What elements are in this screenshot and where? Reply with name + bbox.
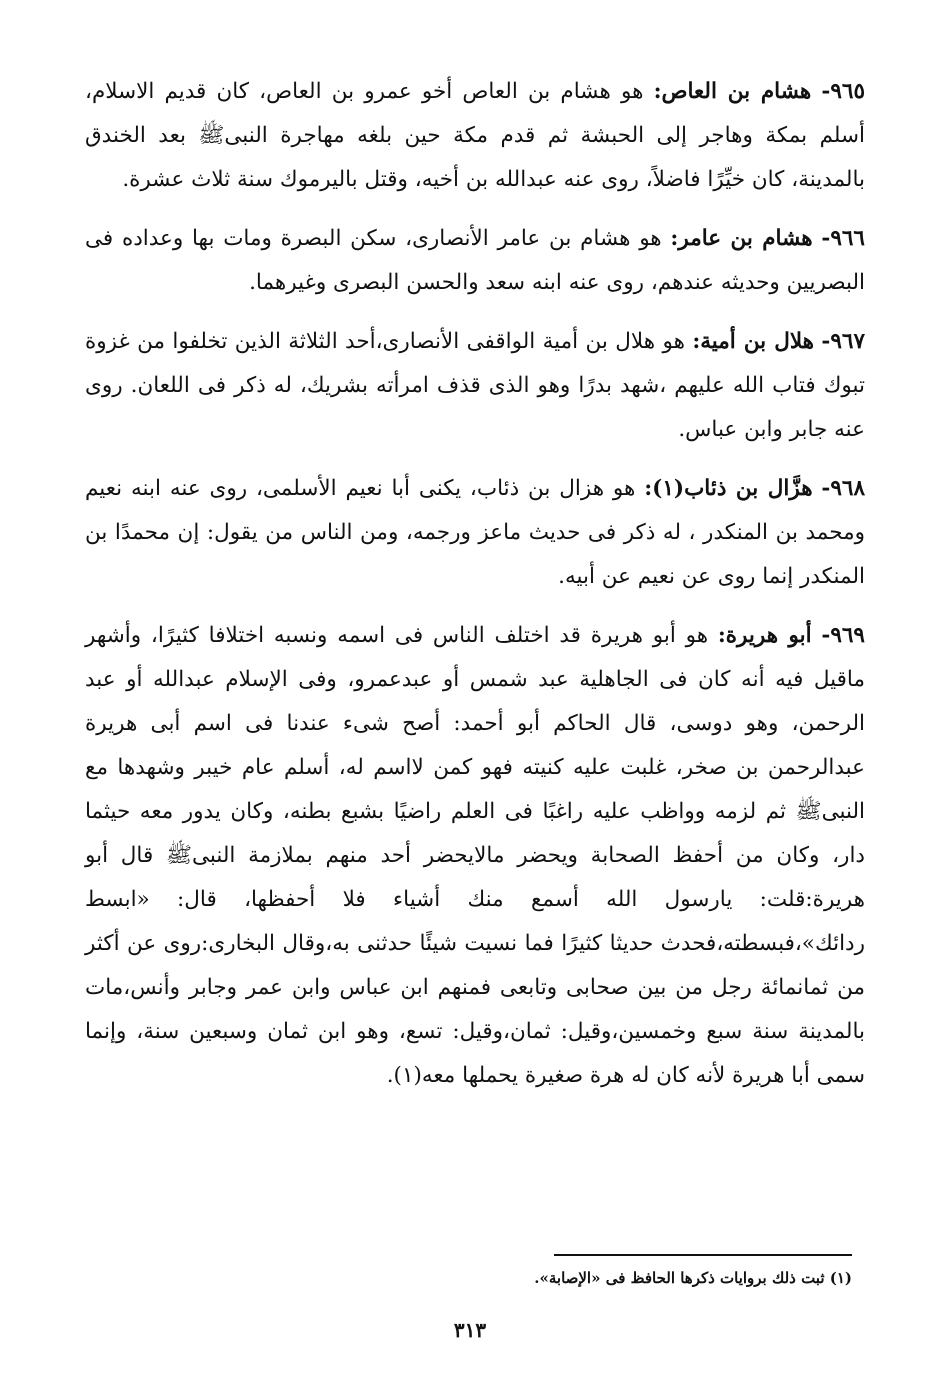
entry-text: هو أبو هريرة قد اختلف الناس فى اسمه ونسبه اختلافا كثيرًا، وأشهر ماقيل فيه أنه كان فى الجاهلية عبد شمس أو عبدعمرو، وفى الإسلام عبدالله أو عبد الرحمن، وهو دوسى، قال الحاكم أبو أحمد: أصح شىء عندنا فى اسم أبى هريرة عبدالرحمن بن صخر، غلبت عليه كنيته فهو كمن لااسم له، أسلم عام خيبر وشهدها مع النبىﷺ ثم لزمه وواظب عليه راغبًا فى العلم راضيًا بشبع بطنه، وكان يدور معه حيثما دار، وكان من أحفظ الصحابة ويحضر مالايحضر أحد منهم بملازمة النبىﷺ قال أبو هريرة:قلت: يارسول الله أسمع منك أشياء فلا أحفظها، قال: «ابسط ردائك»،فبسطته،فحدث حديثا كثيرًا فما نسيت شيئًا حدثنى به،وقال البخارى:روى عن أكثر من ثمانمائة رجل من بين صحابى وتابعى فمنهم ابن عباس وابن عمر وجابر وأنس،مات بالمدينة سنة سبع وخمسين،وقيل: ثمان،وقيل: تسع، وهو ابن ثمان وسبعين سنة، وإنما سمى أبا هريرة لأنه كان له هرة صغيرة يحملها معه(١).	[85, 623, 865, 1088]
entry-text: هو هشام بن عامر الأنصارى، سكن البصرة ومات بها وعداده فى البصريين وحديثه عندهم، روى عنه ابنه سعد والحسن البصرى وغيرهما.	[85, 226, 865, 295]
entry-text: هو هزال بن ذئاب، يكنى أبا نعيم الأسلمى، روى عنه ابنه نعيم ومحمد بن المنكدر ، له ذكر فى حديث ماعز ورجمه، ومن الناس من يقول: إن محمدًا بن المنكدر إنما روى عن نعيم عن أبيه.	[85, 476, 865, 589]
entry-number: ٩٦٩-	[821, 623, 865, 648]
entry-name: أبو هريرة:	[717, 623, 812, 648]
entry-text: هو هشام بن العاص أخو عمرو بن العاص، كان قديم الاسلام، أسلم بمكة وهاجر إلى الحبشة ثم قدم مكة حين بلغه مهاجرة النبىﷺ بعد الخندق بالمدينة، كان خيِّرًا فاضلاً، روى عنه عبدالله بن أخيه، وقتل باليرموك سنة ثلاث عشرة.	[85, 79, 865, 192]
entry-968	[85, 467, 865, 599]
entry-name: هزَّال بن ذئاب(١):	[644, 476, 813, 501]
entry-name: هشام بن عامر:	[670, 226, 813, 251]
footnote-divider	[554, 1254, 852, 1256]
entry-969	[85, 614, 865, 1098]
entry-965	[85, 70, 865, 202]
page-body	[85, 70, 865, 1113]
footnote: (١) ثبت ذلك بروايات ذكرها الحافظ فى «الإصابة».	[534, 1269, 852, 1287]
entry-number: ٩٦٨-	[821, 476, 866, 501]
page-number: ٣١٣	[453, 1318, 487, 1342]
entry-number: ٩٦٦-	[821, 226, 865, 251]
entry-name: هشام بن العاص:	[653, 79, 812, 104]
entry-name: هلال بن أمية:	[692, 329, 814, 354]
entry-number: ٩٦٥-	[821, 79, 866, 104]
entry-967	[85, 320, 865, 452]
entry-text: هو هلال بن أمية الواقفى الأنصارى،أحد الثلاثة الذين تخلفوا من غزوة تبوك فتاب الله عليهم ،شهد بدرًا وهو الذى قذف امرأته بشريك، له ذكر فى اللعان. روى عنه جابر وابن عباس.	[85, 329, 865, 442]
entry-number: ٩٦٧-	[821, 329, 865, 354]
entry-966	[85, 217, 865, 305]
